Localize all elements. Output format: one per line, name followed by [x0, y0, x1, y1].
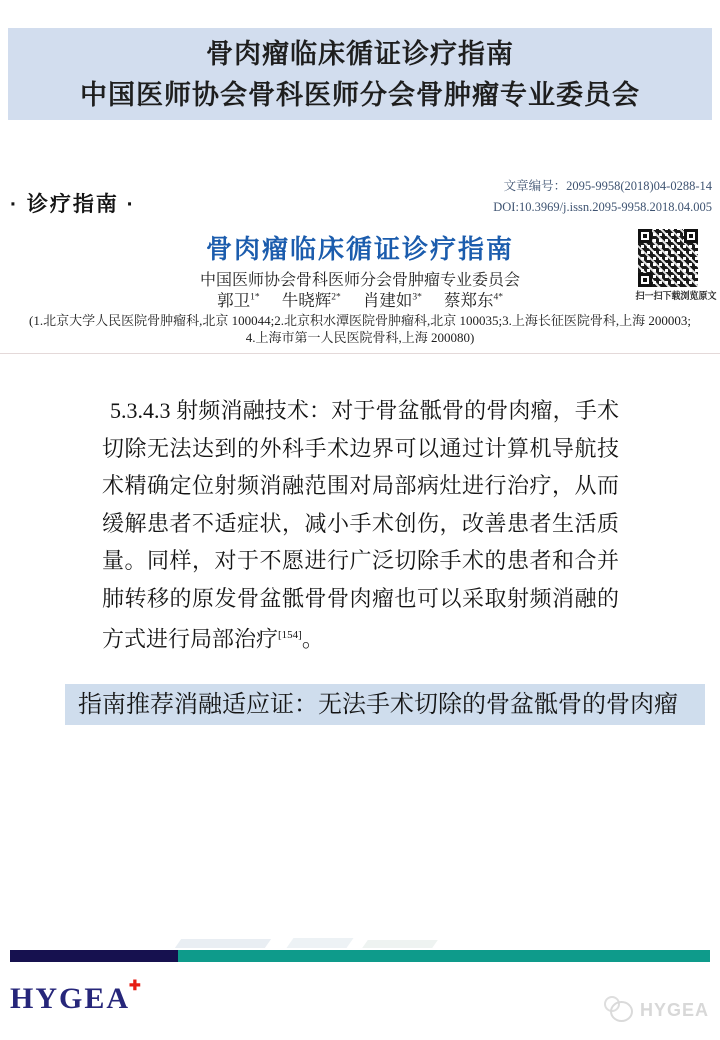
- paragraph-text-end: 。: [301, 626, 324, 652]
- reference-marker: [154]: [278, 629, 302, 641]
- footer-ghost-shape: [362, 940, 438, 948]
- hygea-logo: [10, 977, 143, 1016]
- author: [217, 291, 260, 310]
- doi: DOI:10.3969/j.issn.2095-9958.2018.04.005: [493, 200, 712, 214]
- footer-bar-navy: [10, 950, 178, 962]
- author-name: 牛晓辉: [281, 291, 332, 310]
- paragraph-rf-ablation: [102, 392, 619, 658]
- qr-finder-icon: [638, 229, 652, 243]
- article-number: 文章编号：2095-9958(2018)04-0288-14: [503, 179, 712, 193]
- section-label: · 诊疗指南 ·: [10, 193, 136, 216]
- recommendation-highlight: 指南推荐消融适应证：无法手术切除的骨盆骶骨的骨肉瘤: [65, 684, 705, 725]
- qr-finder-icon: [638, 273, 652, 287]
- banner-subtitle: 中国医师协会骨科医师分会骨肿瘤专业委员会: [80, 80, 640, 110]
- footer-ghost-shape: [286, 938, 353, 948]
- header-banner: [8, 28, 712, 120]
- qr-code-icon: [638, 229, 698, 287]
- divider: [0, 353, 720, 354]
- qr-finder-icon: [684, 229, 698, 243]
- author-affil-marker: 3*: [412, 292, 422, 303]
- author: [444, 291, 503, 310]
- affiliation-line: 4.上海市第一人民医院骨科,上海 200080): [245, 329, 475, 345]
- author-name: 蔡郑东: [443, 291, 494, 310]
- author: [363, 291, 422, 310]
- watermark-logo-icon: [610, 1001, 633, 1022]
- footer-ghost-shape: [175, 939, 271, 948]
- watermark: [598, 994, 718, 1028]
- committee-line: 中国医师协会骨科医师分会骨肿瘤专业委员会: [199, 272, 520, 289]
- author-name: 肖建如: [362, 291, 413, 310]
- article-meta: [493, 176, 712, 218]
- paragraph-text: 5.3.4.3 射频消融技术：对于骨盆骶骨的骨肉瘤，手术切除无法达到的外科手术边界可以通过计算机导航技术精确定位射频消融范围对局部病灶进行治疗，从而缓解患者不适症状，减小手术创伤，改善患者生活质量。同样，对于不愿进行广泛切除手术的患者和合并肺转移的原发骨盆骶骨骨肉瘤也可以采取射频消融的方式进行局部治疗: [102, 398, 619, 652]
- author-affil-marker: 1*: [250, 292, 260, 303]
- hygea-logo-text: HYGEA: [10, 982, 131, 1015]
- footer-bar-teal: [178, 950, 710, 962]
- affiliations: [0, 313, 720, 346]
- red-cross-icon: ✚: [129, 977, 143, 993]
- author: [282, 291, 341, 310]
- banner-title: 骨肉瘤临床循证诊疗指南: [206, 39, 514, 69]
- watermark-text: HYGEA: [640, 1000, 710, 1020]
- author-line: [0, 287, 720, 311]
- author-affil-marker: 4*: [493, 292, 503, 303]
- affiliation-line: (1.北京大学人民医院骨肿瘤科,北京 100044;2.北京积水潭医院骨肿瘤科,北京 100035;3.上海长征医院骨科,上海 200003;: [29, 313, 691, 328]
- page-title: 骨肉瘤临床循证诊疗指南: [205, 234, 514, 264]
- author-name: 郭卫: [217, 291, 251, 310]
- qr-caption: 扫一扫下载浏览原文: [635, 290, 717, 302]
- author-affil-marker: 2*: [331, 292, 341, 303]
